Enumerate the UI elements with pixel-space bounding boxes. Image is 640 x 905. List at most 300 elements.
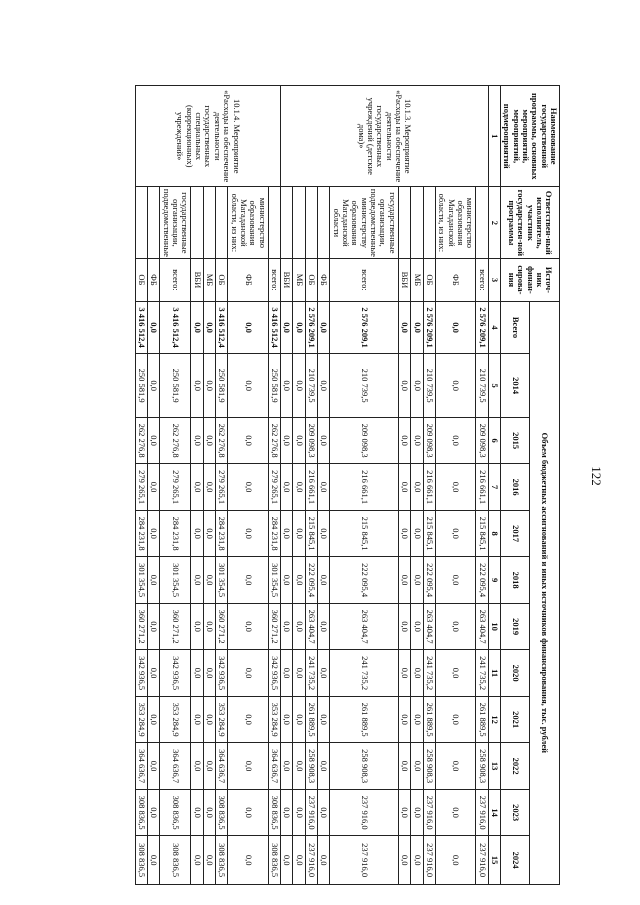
year-value-cell: 0,0 — [281, 603, 293, 650]
year-value-cell: 0,0 — [147, 696, 159, 743]
year-value-cell: 261 889,5 — [423, 696, 435, 743]
executor-cell — [476, 187, 488, 259]
year-value-cell: 0,0 — [228, 789, 268, 836]
source-cell: ОБ — [305, 259, 317, 301]
year-value-cell: 215 845,1 — [330, 510, 398, 557]
table-row — [305, 86, 317, 885]
year-value-cell: 0,0 — [203, 836, 215, 885]
table-row — [216, 86, 228, 885]
year-value-cell: 0,0 — [411, 510, 423, 557]
total-cell: 0,0 — [191, 301, 203, 354]
year-value-cell: 262 276,8 — [160, 417, 191, 464]
year-value-cell: 263 404,7 — [305, 603, 317, 650]
year-value-cell: 0,0 — [318, 417, 330, 464]
total-cell: 3 416 512,4 — [268, 301, 280, 354]
year-value-cell: 216 661,1 — [305, 464, 317, 511]
year-value-cell: 0,0 — [203, 557, 215, 604]
executor-cell: государственные организации, подведомственные — [161, 188, 191, 257]
year-value-cell: 0,0 — [281, 789, 293, 836]
total-cell: 0,0 — [203, 301, 215, 354]
year-value-cell: 0,0 — [318, 557, 330, 604]
header-year: 2020 — [500, 650, 530, 697]
header-name: Наименование государственной программы, основных мероприятий, мероприятий, подмероприятий — [500, 86, 559, 187]
year-value-cell: 0,0 — [411, 650, 423, 697]
page-number: 122 — [589, 466, 604, 486]
year-value-cell: 0,0 — [293, 696, 305, 743]
header-column-number: 13 — [488, 743, 500, 790]
year-value-cell: 0,0 — [318, 354, 330, 417]
table-row — [268, 86, 280, 885]
year-value-cell: 0,0 — [293, 464, 305, 511]
year-value-cell: 0,0 — [281, 696, 293, 743]
year-value-cell: 0,0 — [318, 510, 330, 557]
header-numbering-row — [488, 86, 500, 885]
year-value-cell: 0,0 — [191, 836, 203, 885]
total-cell: 0,0 — [228, 301, 268, 354]
year-value-cell: 241 735,2 — [476, 650, 488, 697]
header-column-number: 6 — [488, 417, 500, 464]
year-value-cell: 0,0 — [398, 650, 410, 697]
year-value-cell: 0,0 — [228, 650, 268, 697]
year-value-cell: 241 735,2 — [305, 650, 317, 697]
year-value-cell: 0,0 — [293, 743, 305, 790]
year-value-cell: 0,0 — [203, 743, 215, 790]
source-cell: МБ — [293, 259, 305, 301]
year-value-cell: 0,0 — [147, 354, 159, 417]
year-value-cell: 308 836,5 — [216, 789, 228, 836]
header-column-number: 14 — [488, 789, 500, 836]
total-cell: 0,0 — [147, 301, 159, 354]
year-value-cell: 353 284,9 — [216, 696, 228, 743]
year-value-cell: 0,0 — [281, 836, 293, 885]
year-value-cell: 0,0 — [281, 510, 293, 557]
source-cell: ОБ — [135, 259, 147, 301]
year-value-cell: 222 095,4 — [305, 557, 317, 604]
year-value-cell: 0,0 — [203, 650, 215, 697]
year-value-cell: 0,0 — [281, 417, 293, 464]
total-cell: 2 576 209,1 — [305, 301, 317, 354]
header-total: Всего — [500, 301, 530, 354]
year-value-cell: 0,0 — [147, 836, 159, 885]
header-year: 2018 — [500, 557, 530, 604]
header-year: 2023 — [500, 789, 530, 836]
total-cell: 2 576 209,1 — [476, 301, 488, 354]
executor-cell — [147, 187, 159, 259]
year-value-cell: 0,0 — [411, 557, 423, 604]
year-value-cell: 0,0 — [398, 354, 410, 417]
year-value-cell: 308 836,5 — [160, 836, 191, 885]
year-value-cell: 250 581,9 — [135, 354, 147, 417]
source-cell: ФБ — [318, 259, 330, 301]
year-value-cell: 0,0 — [318, 743, 330, 790]
year-value-cell: 0,0 — [228, 464, 268, 511]
header-year: 2021 — [500, 696, 530, 743]
year-value-cell: 308 836,5 — [135, 789, 147, 836]
year-value-cell: 237 916,0 — [423, 836, 435, 885]
year-value-cell: 250 581,9 — [160, 354, 191, 417]
year-value-cell: 360 271,2 — [268, 603, 280, 650]
total-cell: 3 416 512,4 — [160, 301, 191, 354]
header-year: 2022 — [500, 743, 530, 790]
source-cell: всего: — [160, 259, 191, 301]
year-value-cell: 0,0 — [398, 510, 410, 557]
year-value-cell: 0,0 — [228, 603, 268, 650]
year-value-cell: 209 098,3 — [476, 417, 488, 464]
year-value-cell: 0,0 — [411, 603, 423, 650]
year-value-cell: 222 095,4 — [423, 557, 435, 604]
year-value-cell: 0,0 — [411, 696, 423, 743]
executor-cell — [203, 187, 215, 259]
year-value-cell: 0,0 — [398, 743, 410, 790]
funding-table — [135, 85, 560, 885]
total-cell: 0,0 — [281, 301, 293, 354]
executor-cell: министерство образования Магаданской области, из них: — [228, 187, 268, 259]
header-year: 2019 — [500, 603, 530, 650]
year-value-cell: 284 231,8 — [268, 510, 280, 557]
year-value-cell: 301 354,5 — [160, 557, 191, 604]
header-column-number: 4 — [488, 301, 500, 354]
year-value-cell: 301 354,5 — [135, 557, 147, 604]
year-value-cell: 0,0 — [318, 836, 330, 885]
year-value-cell: 0,0 — [191, 557, 203, 604]
executor-cell — [191, 187, 203, 259]
year-value-cell: 0,0 — [411, 789, 423, 836]
year-value-cell: 0,0 — [191, 464, 203, 511]
year-value-cell: 250 581,9 — [268, 354, 280, 417]
year-value-cell: 0,0 — [435, 696, 475, 743]
year-value-cell: 0,0 — [398, 417, 410, 464]
year-value-cell: 261 889,5 — [330, 696, 398, 743]
year-value-cell: 263 404,7 — [476, 603, 488, 650]
total-cell: 0,0 — [411, 301, 423, 354]
year-value-cell: 237 916,0 — [476, 836, 488, 885]
year-value-cell: 0,0 — [293, 354, 305, 417]
source-cell: ФБ — [147, 259, 159, 301]
year-value-cell: 209 098,3 — [305, 417, 317, 464]
year-value-cell: 0,0 — [318, 464, 330, 511]
table-row — [411, 86, 423, 885]
year-value-cell: 0,0 — [398, 557, 410, 604]
year-value-cell: 261 889,5 — [305, 696, 317, 743]
year-value-cell: 0,0 — [411, 417, 423, 464]
header-source: Источ-ник финан-сирова-ния — [500, 259, 559, 301]
header-funding-group: Объем бюджетных ассигнований и иных источников финансирования, тыс. рублей — [530, 301, 560, 884]
executor-cell — [281, 187, 293, 259]
year-value-cell: 0,0 — [147, 650, 159, 697]
executor-cell — [398, 187, 410, 259]
year-value-cell: 0,0 — [281, 354, 293, 417]
header-executor: Ответствен-ный исполнитель, участник государствен-ной программы — [500, 187, 559, 259]
year-value-cell: 0,0 — [318, 696, 330, 743]
executor-cell: государственные организации, подведомственные министерству образования Магаданской области — [331, 188, 398, 257]
year-value-cell: 0,0 — [293, 603, 305, 650]
year-value-cell: 222 095,4 — [330, 557, 398, 604]
executor-cell — [135, 187, 147, 259]
source-cell: ВБИ — [398, 259, 410, 301]
year-value-cell: 308 836,5 — [268, 836, 280, 885]
year-value-cell: 215 845,1 — [423, 510, 435, 557]
year-value-cell: 222 095,4 — [476, 557, 488, 604]
year-value-cell: 0,0 — [203, 789, 215, 836]
year-value-cell: 0,0 — [281, 743, 293, 790]
total-cell: 2 576 209,1 — [423, 301, 435, 354]
table-row — [228, 86, 268, 885]
rotated-table-sheet — [40, 85, 560, 885]
executor-cell — [293, 187, 305, 259]
year-value-cell: 237 916,0 — [305, 836, 317, 885]
year-value-cell: 0,0 — [435, 743, 475, 790]
header-column-number: 1 — [488, 86, 500, 187]
year-value-cell: 301 354,5 — [268, 557, 280, 604]
year-value-cell: 0,0 — [435, 417, 475, 464]
year-value-cell: 360 271,2 — [135, 603, 147, 650]
table-row — [318, 86, 330, 885]
year-value-cell: 301 354,5 — [216, 557, 228, 604]
year-value-cell: 284 231,8 — [160, 510, 191, 557]
header-year: 2016 — [500, 464, 530, 511]
year-value-cell: 0,0 — [147, 464, 159, 511]
year-value-cell: 209 098,3 — [330, 417, 398, 464]
year-value-cell: 0,0 — [191, 743, 203, 790]
table-row — [435, 86, 475, 885]
table-row — [135, 86, 147, 885]
year-value-cell: 279 265,1 — [160, 464, 191, 511]
year-value-cell: 258 908,3 — [305, 743, 317, 790]
year-value-cell: 0,0 — [281, 650, 293, 697]
measure-name: 10.1.3. Мероприятие «Расходы на обеспечение деятельности государственных учреждений (детские дома)» — [281, 86, 489, 187]
source-cell: всего: — [476, 259, 488, 301]
year-value-cell: 0,0 — [191, 354, 203, 417]
year-value-cell: 0,0 — [398, 789, 410, 836]
header-column-number: 2 — [488, 187, 500, 259]
source-cell: МБ — [203, 259, 215, 301]
total-cell: 0,0 — [435, 301, 475, 354]
year-value-cell: 216 661,1 — [423, 464, 435, 511]
header-column-number: 8 — [488, 510, 500, 557]
total-cell: 0,0 — [293, 301, 305, 354]
source-cell: ФБ — [435, 259, 475, 301]
year-value-cell: 0,0 — [435, 557, 475, 604]
year-value-cell: 342 936,5 — [135, 650, 147, 697]
year-value-cell: 353 284,9 — [268, 696, 280, 743]
year-value-cell: 0,0 — [203, 603, 215, 650]
year-value-cell: 241 735,2 — [423, 650, 435, 697]
year-value-cell: 360 271,2 — [160, 603, 191, 650]
table-row — [191, 86, 203, 885]
table-row — [203, 86, 215, 885]
executor-cell — [305, 187, 317, 259]
year-value-cell: 0,0 — [203, 510, 215, 557]
measure-name: 10.1.4. Мероприятие «Расходы на обеспечение деятельности государственных специальных (коррекционных) учреждений» — [135, 86, 280, 187]
year-value-cell: 0,0 — [411, 464, 423, 511]
year-value-cell: 364 636,7 — [160, 743, 191, 790]
year-value-cell: 0,0 — [228, 417, 268, 464]
year-value-cell: 0,0 — [147, 417, 159, 464]
year-value-cell: 0,0 — [435, 464, 475, 511]
source-cell: ВБИ — [281, 259, 293, 301]
year-value-cell: 284 231,8 — [135, 510, 147, 557]
table-row — [330, 86, 398, 885]
year-value-cell: 263 404,7 — [423, 603, 435, 650]
year-value-cell: 216 661,1 — [476, 464, 488, 511]
year-value-cell: 0,0 — [147, 510, 159, 557]
year-value-cell: 342 936,5 — [268, 650, 280, 697]
year-value-cell: 0,0 — [281, 557, 293, 604]
executor-cell — [411, 187, 423, 259]
year-value-cell: 0,0 — [435, 789, 475, 836]
year-value-cell: 353 284,9 — [160, 696, 191, 743]
year-value-cell: 308 836,5 — [160, 789, 191, 836]
year-value-cell: 0,0 — [147, 743, 159, 790]
year-value-cell: 262 276,8 — [268, 417, 280, 464]
header-column-number: 11 — [488, 650, 500, 697]
year-value-cell: 0,0 — [191, 789, 203, 836]
year-value-cell: 237 916,0 — [330, 836, 398, 885]
year-value-cell: 279 265,1 — [268, 464, 280, 511]
year-value-cell: 209 098,3 — [423, 417, 435, 464]
year-value-cell: 0,0 — [318, 603, 330, 650]
header-column-number: 15 — [488, 836, 500, 885]
year-value-cell: 308 836,5 — [268, 789, 280, 836]
table-row — [160, 86, 191, 885]
table-row — [293, 86, 305, 885]
source-cell: ВБИ — [191, 259, 203, 301]
table-body — [135, 86, 488, 885]
year-value-cell: 215 845,1 — [305, 510, 317, 557]
year-value-cell: 210 739,5 — [423, 354, 435, 417]
header-column-number: 7 — [488, 464, 500, 511]
year-value-cell: 210 739,5 — [476, 354, 488, 417]
year-value-cell: 0,0 — [281, 464, 293, 511]
year-value-cell: 237 916,0 — [305, 789, 317, 836]
year-value-cell: 0,0 — [147, 603, 159, 650]
year-value-cell: 0,0 — [191, 650, 203, 697]
year-value-cell: 210 739,5 — [305, 354, 317, 417]
year-value-cell: 0,0 — [435, 836, 475, 885]
total-cell: 2 576 209,1 — [330, 301, 398, 354]
year-value-cell: 284 231,8 — [216, 510, 228, 557]
source-cell: всего: — [268, 259, 280, 301]
year-value-cell: 0,0 — [203, 354, 215, 417]
year-value-cell: 0,0 — [293, 836, 305, 885]
total-cell: 0,0 — [398, 301, 410, 354]
executor-cell: министерство образования Магаданской области, из них: — [435, 187, 475, 259]
header-column-number: 10 — [488, 603, 500, 650]
header-year: 2014 — [500, 354, 530, 417]
year-value-cell: 262 276,8 — [216, 417, 228, 464]
source-cell: ОБ — [423, 259, 435, 301]
source-cell: МБ — [411, 259, 423, 301]
year-value-cell: 210 739,5 — [330, 354, 398, 417]
year-value-cell: 0,0 — [203, 464, 215, 511]
header-column-number: 3 — [488, 259, 500, 301]
table-row — [147, 86, 159, 885]
year-value-cell: 258 908,3 — [476, 743, 488, 790]
year-value-cell: 0,0 — [228, 696, 268, 743]
year-value-cell: 353 284,9 — [135, 696, 147, 743]
header-year: 2024 — [500, 836, 530, 885]
year-value-cell: 0,0 — [191, 696, 203, 743]
year-value-cell: 0,0 — [228, 510, 268, 557]
source-cell: ОБ — [216, 259, 228, 301]
year-value-cell: 237 916,0 — [330, 789, 398, 836]
header-column-number: 12 — [488, 696, 500, 743]
year-value-cell: 0,0 — [191, 510, 203, 557]
source-cell: ФБ — [228, 259, 268, 301]
year-value-cell: 0,0 — [398, 603, 410, 650]
total-cell: 3 416 512,4 — [216, 301, 228, 354]
year-value-cell: 0,0 — [411, 743, 423, 790]
executor-cell — [318, 187, 330, 259]
year-value-cell: 0,0 — [293, 557, 305, 604]
year-value-cell: 0,0 — [228, 557, 268, 604]
year-value-cell: 308 836,5 — [135, 836, 147, 885]
total-cell: 3 416 512,4 — [135, 301, 147, 354]
year-value-cell: 342 936,5 — [216, 650, 228, 697]
year-value-cell: 237 916,0 — [476, 789, 488, 836]
year-value-cell: 258 908,3 — [423, 743, 435, 790]
year-value-cell: 215 845,1 — [476, 510, 488, 557]
executor-cell — [216, 187, 228, 259]
year-value-cell: 0,0 — [147, 789, 159, 836]
year-value-cell: 0,0 — [203, 417, 215, 464]
executor-cell — [423, 187, 435, 259]
year-value-cell: 0,0 — [147, 557, 159, 604]
source-cell: всего: — [330, 259, 398, 301]
year-value-cell: 250 581,9 — [216, 354, 228, 417]
header-year: 2017 — [500, 510, 530, 557]
year-value-cell: 0,0 — [228, 743, 268, 790]
year-value-cell: 0,0 — [228, 354, 268, 417]
table-row — [476, 86, 488, 885]
table-row — [423, 86, 435, 885]
year-value-cell: 0,0 — [203, 696, 215, 743]
year-value-cell: 0,0 — [435, 650, 475, 697]
header-column-number: 9 — [488, 557, 500, 604]
year-value-cell: 0,0 — [411, 836, 423, 885]
year-value-cell: 216 661,1 — [330, 464, 398, 511]
year-value-cell: 258 908,3 — [330, 743, 398, 790]
table-row — [398, 86, 410, 885]
year-value-cell: 263 404,7 — [330, 603, 398, 650]
year-value-cell: 364 636,7 — [135, 743, 147, 790]
year-value-cell: 0,0 — [228, 836, 268, 885]
year-value-cell: 279 265,1 — [216, 464, 228, 511]
year-value-cell: 279 265,1 — [135, 464, 147, 511]
year-value-cell: 0,0 — [293, 650, 305, 697]
year-value-cell: 0,0 — [435, 510, 475, 557]
year-value-cell: 308 836,5 — [216, 836, 228, 885]
year-value-cell: 241 735,2 — [330, 650, 398, 697]
year-value-cell: 360 271,2 — [216, 603, 228, 650]
executor-cell — [268, 187, 280, 259]
year-value-cell: 0,0 — [191, 603, 203, 650]
table-row — [281, 86, 293, 885]
year-value-cell: 364 636,7 — [268, 743, 280, 790]
year-value-cell: 0,0 — [318, 650, 330, 697]
year-value-cell: 262 276,8 — [135, 417, 147, 464]
year-value-cell: 0,0 — [293, 510, 305, 557]
year-value-cell: 0,0 — [398, 836, 410, 885]
year-value-cell: 0,0 — [411, 354, 423, 417]
year-value-cell: 261 889,5 — [476, 696, 488, 743]
year-value-cell: 0,0 — [398, 696, 410, 743]
year-value-cell: 0,0 — [293, 417, 305, 464]
year-value-cell: 0,0 — [435, 354, 475, 417]
header-year: 2015 — [500, 417, 530, 464]
year-value-cell: 237 916,0 — [423, 789, 435, 836]
total-cell: 0,0 — [318, 301, 330, 354]
